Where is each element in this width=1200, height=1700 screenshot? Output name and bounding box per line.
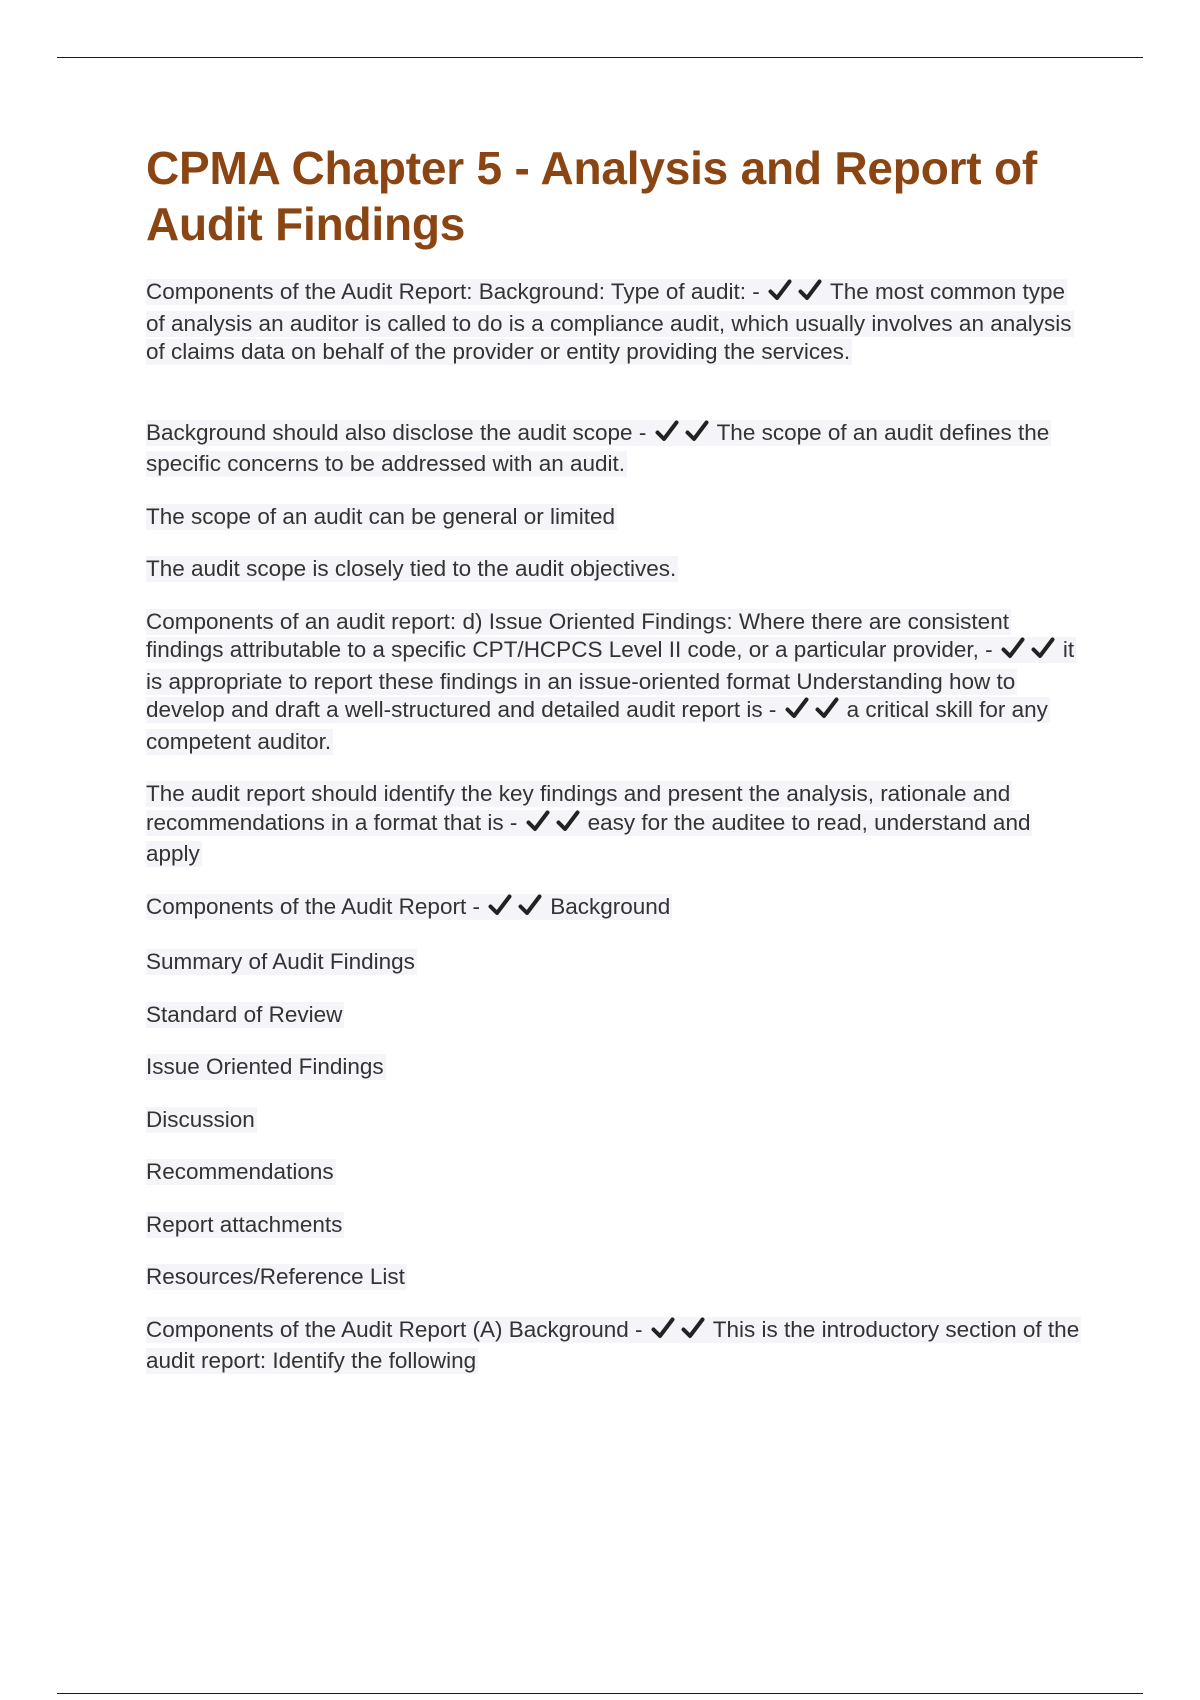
list-item: Recommendations (146, 1159, 334, 1184)
checkmark-icon (518, 893, 542, 917)
paragraph-audit-type (146, 278, 1086, 367)
checkmark-icon (556, 809, 580, 833)
paragraph-background-intro (146, 1316, 1086, 1376)
paragraph-scope-objectives: The audit scope is closely tied to the audit objectives. (146, 556, 677, 581)
answer-text: a critical skill for any competent auditor. (146, 697, 1048, 754)
answer-text: The scope of an audit defines the specific concerns to be addressed with an audit. (146, 419, 1050, 476)
paragraph-key-findings (146, 780, 1086, 869)
paragraph-report-components (146, 893, 1086, 925)
bottom-rule (57, 1693, 1143, 1694)
checkmark-icon (488, 893, 512, 917)
double-checkmark-icon (655, 419, 715, 451)
double-checkmark-icon (488, 893, 548, 925)
double-checkmark-icon (768, 278, 828, 310)
checkmark-icon (768, 278, 792, 302)
question-text: Components of an audit report: d) Issue Oriented Findings: Where there are consistent findings attributable to a specific CPT/HCPCS Level II code, or a particular provider, - (146, 608, 1009, 662)
document-body (146, 140, 1086, 1376)
list-item: Summary of Audit Findings (146, 949, 415, 974)
list-item: Report attachments (146, 1211, 343, 1237)
checkmark-icon (815, 696, 839, 720)
question-text: Components of the Audit Report (A) Background - (146, 1316, 649, 1342)
page-title: CPMA Chapter 5 - Analysis and Report of Audit Findings (146, 142, 1038, 250)
paragraph-issue-oriented (146, 608, 1086, 757)
checkmark-icon (785, 696, 809, 720)
question-text: Components of the Audit Report: Background: Type of audit: - (146, 279, 766, 304)
answer-text: Background (550, 893, 671, 919)
list-item: Resources/Reference List (146, 1264, 405, 1289)
list-item: Standard of Review (146, 1001, 343, 1027)
question-text: The audit report should identify the key findings and present the analysis, rationale and recommendations in a format that is - (146, 781, 1011, 835)
top-rule (57, 57, 1143, 58)
checkmark-icon (651, 1316, 675, 1340)
double-checkmark-icon (1001, 636, 1061, 668)
checkmark-icon (655, 419, 679, 443)
paragraph-audit-scope (146, 419, 1086, 479)
checkmark-icon (1001, 636, 1025, 660)
answer-text: The most common type of analysis an auditor is called to do is a compliance audit, which usually involves an analysis of claims data on behalf of the provider or entity providing the services. (146, 279, 1072, 364)
checkmark-icon (798, 278, 822, 302)
checkmark-icon (681, 1316, 705, 1340)
double-checkmark-icon (526, 809, 586, 841)
list-item: Issue Oriented Findings (146, 1054, 384, 1079)
checkmark-icon (685, 419, 709, 443)
answer-text: it is appropriate to report these findings in an issue-oriented format Understanding how to develop and draft a well-structured and detailed audit report is - (146, 637, 1075, 722)
question-text: Components of the Audit Report - (146, 893, 487, 919)
double-checkmark-icon (651, 1316, 711, 1348)
answer-text: This is the introductory section of the audit report: Identify the following (146, 1316, 1080, 1373)
list-item: Discussion (146, 1106, 255, 1132)
question-text: Background should also disclose the audit scope - (146, 419, 653, 445)
checkmark-icon (1031, 636, 1055, 660)
double-checkmark-icon (785, 696, 845, 728)
answer-text: easy for the auditee to read, understand and apply (146, 809, 1031, 866)
paragraph-scope-general: The scope of an audit can be general or limited (146, 503, 616, 529)
checkmark-icon (526, 809, 550, 833)
